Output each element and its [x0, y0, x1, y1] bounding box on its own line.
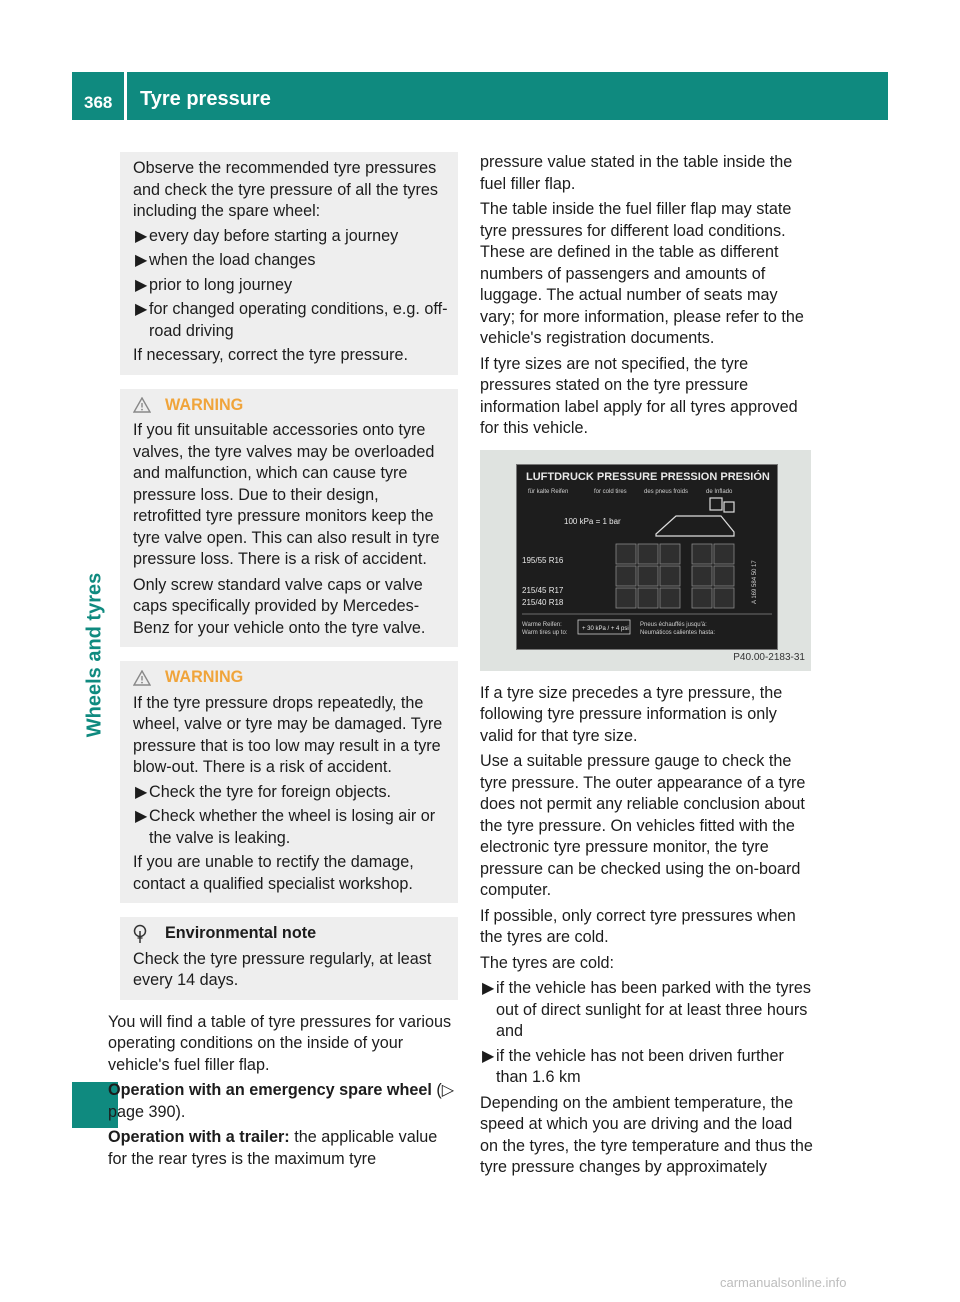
figure-caption: P40.00-2183-31	[733, 652, 805, 663]
svg-text:Neumáticos calientes hasta:: Neumáticos calientes hasta:	[640, 629, 716, 636]
cold-tyres-bullets	[480, 978, 814, 1089]
tyre-pressure-label-figure	[480, 450, 811, 671]
list-item: ▶ Check whether the wheel is losing air or the valve is leaking.	[135, 807, 436, 847]
environment-note-box	[120, 917, 458, 1000]
section-title: Tyre pressure	[140, 88, 271, 110]
side-tab-label	[72, 560, 118, 750]
tyre-size-3: 215/40 R18	[522, 597, 564, 607]
intro-closing: If necessary, correct the tyre pressure.	[133, 346, 408, 364]
warning-triangle-icon	[133, 397, 151, 413]
body-paragraph: Operation with a trailer: the applicable value for the rear tyres is the maximum tyre	[108, 1128, 438, 1168]
label-unit: 100 kPa = 1 bar	[564, 516, 621, 526]
environment-note-text: Check the tyre pressure regularly, at least every 14 days.	[133, 949, 432, 989]
body-paragraph: Operation with an emergency spare wheel (▷ page 390).	[108, 1081, 455, 1121]
environment-note-heading: Environmental note	[133, 923, 448, 945]
label-part-number: A 169 584 50 17	[752, 559, 758, 604]
left-body	[108, 1012, 458, 1171]
warning1-para2: Only screw standard valve caps or valve caps specifically provided by Mercedes-Benz for your vehicle onto the tyre valve.	[133, 575, 426, 637]
body-paragraph: If possible, only correct tyre pressures when the tyres are cold.	[480, 906, 796, 946]
warning-box-2	[120, 661, 458, 903]
list-item: ▶ every day before starting a journey	[135, 226, 399, 245]
body-paragraph: pressure value stated in the table inside the fuel filler flap.	[480, 153, 793, 193]
tyre-size-1: 195/55 R16	[522, 555, 564, 565]
warning1-para1: If you fit unsuitable accessories onto tyre valves, the tyre valves may be overloaded and malfunction, which can cause tyre pressure loss. Due to their design, retrofitted tyre pressure monitors keep the tyre valve open. This can also result in tyre pressure loss. There is a risk of accident.	[133, 421, 440, 568]
list-item: ▶ Check the tyre for foreign objects.	[135, 782, 392, 801]
body-paragraph: If tyre sizes are not specified, the tyre pressures stated on the tyre pressure information label apply for all tyres approved for this vehicle.	[480, 354, 798, 437]
right-column	[480, 152, 814, 1183]
footer-watermark: carmanualsonline.info	[720, 1275, 847, 1290]
warning2-para1: If the tyre pressure drops repeatedly, the wheel, valve or tyre may be damaged. Tyre pressure that is too low may result in a tyre blow-out. There is a risk of accident.	[133, 693, 443, 776]
page-reference-link[interactable]: (▷ page 390).	[108, 1081, 455, 1121]
warning-heading-1: WARNING	[133, 395, 448, 417]
body-paragraph: The tyres are cold:	[480, 953, 615, 972]
header-divider	[124, 72, 127, 120]
body-paragraph: Depending on the ambient temperature, the speed at which you are driving and the load on the tyres, the tyre temperature and thus the tyre pressure changes by approximately	[480, 1093, 813, 1176]
intro-box	[120, 152, 458, 375]
warning-triangle-icon	[133, 670, 151, 686]
warning2-para2: If you are unable to rectify the damage, contact a qualified specialist workshop.	[133, 853, 414, 893]
intro-lead: Observe the recommended tyre pressures and check the tyre pressure of all the tyres including the spare wheel:	[133, 159, 439, 220]
body-paragraph: Use a suitable pressure gauge to check the tyre pressure. The outer appearance of a tyre does not permit any reliable conclusion about the tyre pressure. On vehicles fitted with the electronic tyre pressure monitor, the tyre pressure can be checked using the on-board computer.	[480, 752, 806, 899]
page-number: 368	[84, 93, 113, 112]
warning-heading-2: WARNING	[133, 667, 448, 689]
light-bulb-icon	[133, 924, 147, 944]
body-paragraph: You will find a table of tyre pressures for various operating conditions on the inside of your vehicle's fuel filler flap.	[108, 1012, 452, 1074]
svg-text:Pneus échauffés jusqu'à:: Pneus échauffés jusqu'à:	[640, 621, 707, 628]
svg-text:des pneus froids: des pneus froids	[644, 488, 689, 495]
svg-text:Warm tires up to:: Warm tires up to:	[522, 629, 568, 636]
intro-bullets	[133, 226, 448, 343]
tyre-size-2: 215/45 R17	[522, 585, 564, 595]
side-tab-text: Wheels and tyres	[83, 572, 106, 738]
list-item: ▶ for changed operating conditions, e.g. off-road driving	[135, 300, 448, 340]
svg-text:Warme Reifen:: Warme Reifen:	[522, 621, 562, 628]
left-column	[108, 152, 458, 1174]
tyre-pressure-label-image	[516, 464, 778, 650]
list-item: ▶ if the vehicle has been parked with the tyres out of direct sunlight for at least three hours and	[482, 979, 811, 1040]
warning-box-1	[120, 389, 458, 648]
label-title: LUFTDRUCK PRESSURE PRESSION PRESIÓN	[526, 470, 770, 483]
svg-text:for cold tires: for cold tires	[594, 488, 627, 495]
label-warm-value: + 30 kPa / + 4 psi	[582, 625, 629, 632]
svg-text:de Inflado: de Inflado	[706, 488, 733, 495]
svg-text:für kalte Reifen: für kalte Reifen	[528, 488, 569, 495]
warning2-bullets	[133, 782, 448, 850]
body-paragraph: The table inside the fuel filler flap may state tyre pressures for different load conditions. These are defined in the table as different numbers of passengers and amounts of luggage. The actual number of seats may vary; for more information, please refer to the vehicle's registration documents.	[480, 200, 804, 347]
list-item: ▶ prior to long journey	[135, 275, 293, 294]
list-item: ▶ if the vehicle has not been driven further than 1.6 km	[482, 1046, 784, 1086]
body-paragraph: If a tyre size precedes a tyre pressure, the following tyre pressure information is only valid for that tyre size.	[480, 683, 783, 745]
list-item: ▶ when the load changes	[135, 251, 316, 269]
